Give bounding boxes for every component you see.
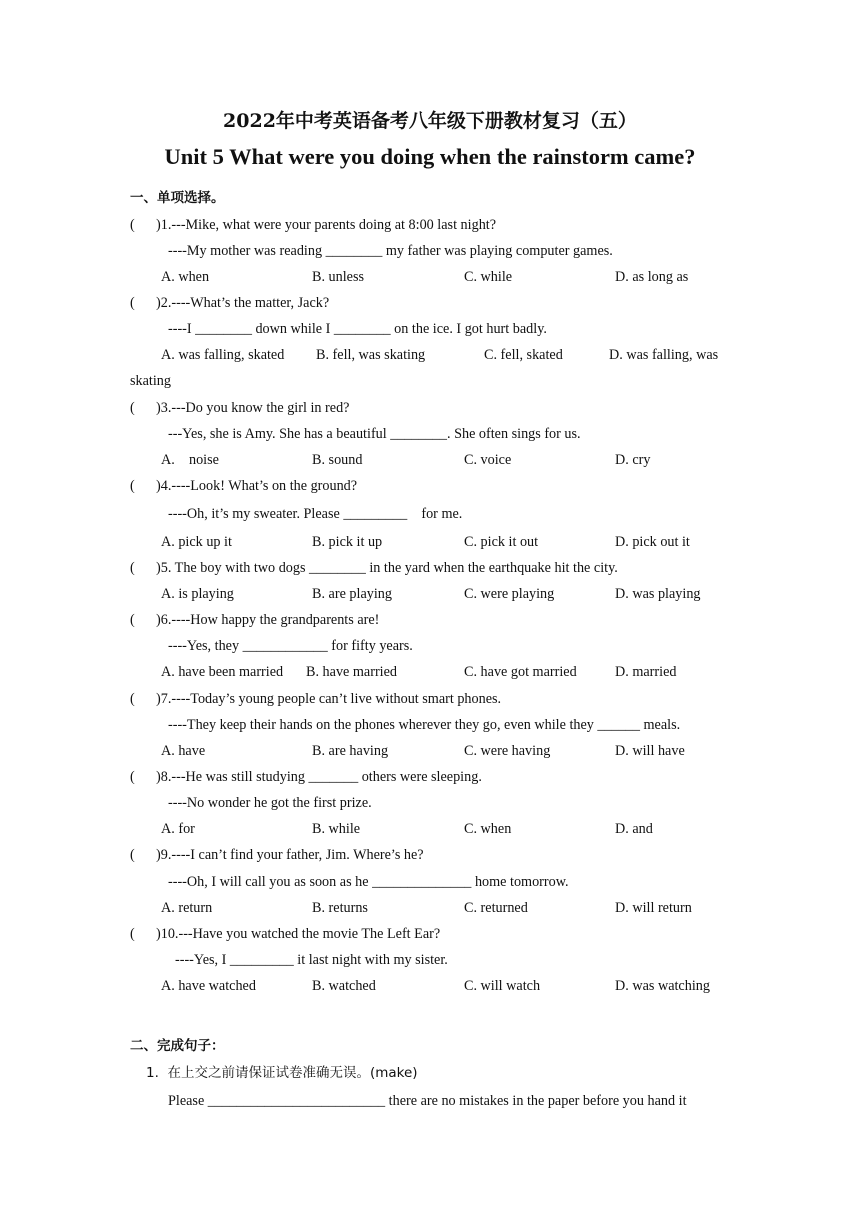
q8-stem: ( )8.---He was still studying _______ others were sleeping.: [130, 769, 482, 785]
q4-stem: ( )4.----Look! What’s on the ground?: [130, 478, 358, 494]
q10-option-b: B. watched: [312, 978, 376, 994]
q9-option-b: B. returns: [312, 900, 368, 916]
q3-option-b: B. sound: [312, 452, 363, 468]
q6-option-b: B. have married: [306, 664, 397, 680]
q10-option-c: C. will watch: [464, 978, 541, 994]
q10-stem: ( )10.---Have you watched the movie The Left Ear?: [130, 926, 441, 942]
q4-option-d: D. pick out it: [615, 534, 690, 550]
q9-option-d: D. will return: [615, 900, 692, 916]
unit-title: Unit 5 What were you doing when the rainstorm came?: [164, 144, 696, 169]
q2-option-b: B. fell, was skating: [316, 347, 426, 363]
q3-stem: ( )3.---Do you know the girl in red?: [130, 400, 350, 416]
q8-option-c: C. when: [464, 821, 512, 837]
section-1-heading: 一、单项选择。: [130, 190, 225, 206]
q10-line: ----Yes, I _________ it last night with my sister.: [175, 952, 448, 968]
q9-stem: ( )9.----I can’t find your father, Jim. Where’s he?: [130, 847, 424, 863]
q3-line: ---Yes, she is Amy. She has a beautiful ________. She often sings for us.: [168, 426, 581, 442]
q5-stem: ( )5. The boy with two dogs ________ in the yard when the earthquake hit the city.: [130, 560, 618, 576]
q6-option-a: A. have been married: [161, 664, 284, 680]
s2-item-1-english: Please _________________________ there are no mistakes in the paper before you hand it: [168, 1093, 687, 1109]
q1-stem: ( )1.---Mike, what were your parents doing at 8:00 last night?: [130, 217, 497, 233]
q8-option-d: D. and: [615, 821, 653, 837]
q6-line: ----Yes, they ____________ for fifty years.: [168, 638, 413, 654]
q3-option-c: C. voice: [464, 452, 512, 468]
q6-option-d: D. married: [615, 664, 677, 680]
q4-option-a: A. pick up it: [161, 534, 232, 550]
q6-stem: ( )6.----How happy the grandparents are!: [130, 612, 380, 628]
q4-option-b: B. pick it up: [312, 534, 383, 550]
q6-option-c: C. have got married: [464, 664, 577, 680]
q7-line: ----They keep their hands on the phones wherever they go, even while they ______ meals.: [168, 717, 681, 733]
q2-option-d: D. was falling, was: [609, 347, 719, 363]
q1-option-a: A. when: [161, 269, 210, 285]
q7-stem: ( )7.----Today’s young people can’t live without smart phones.: [130, 691, 502, 707]
q3-option-a: A. noise: [161, 452, 219, 468]
q1-line: ----My mother was reading ________ my father was playing computer games.: [168, 243, 613, 259]
q2-option-a: A. was falling, skated: [161, 347, 285, 363]
q5-option-b: B. are playing: [312, 586, 392, 602]
q8-option-b: B. while: [312, 821, 361, 837]
q7-option-d: D. will have: [615, 743, 685, 759]
q7-option-b: B. are having: [312, 743, 389, 759]
q5-option-d: D. was playing: [615, 586, 701, 602]
q7-option-a: A. have: [161, 743, 206, 759]
q2-option-wrap: skating: [130, 373, 171, 389]
q10-option-a: A. have watched: [161, 978, 256, 994]
q9-option-a: A. return: [161, 900, 213, 916]
q2-line: ----I ________ down while I ________ on the ice. I got hurt badly.: [168, 321, 547, 337]
q2-stem: ( )2.----What’s the matter, Jack?: [130, 295, 330, 311]
q4-option-c: C. pick it out: [464, 534, 539, 550]
q1-option-c: C. while: [464, 269, 513, 285]
q10-option-d: D. was watching: [615, 978, 710, 994]
s2-item-1-chinese: 1. 在上交之前请保证试卷准确无误。(make): [146, 1065, 418, 1081]
q7-option-c: C. were having: [464, 743, 551, 759]
q9-option-c: C. returned: [464, 900, 528, 916]
q5-option-c: C. were playing: [464, 586, 555, 602]
q8-line: ----No wonder he got the first prize.: [168, 795, 372, 811]
q9-line: ----Oh, I will call you as soon as he ______________ home tomorrow.: [168, 874, 569, 890]
q8-option-a: A. for: [161, 821, 195, 837]
q1-option-b: B. unless: [312, 269, 365, 285]
q5-option-a: A. is playing: [161, 586, 234, 602]
q4-line: ----Oh, it’s my sweater. Please _________ for me.: [168, 506, 463, 522]
q3-option-d: D. cry: [615, 452, 651, 468]
q2-option-c: C. fell, skated: [484, 347, 563, 363]
q1-option-d: D. as long as: [615, 269, 689, 285]
document-title: 2022年中考英语备考八年级下册教材复习（五）: [223, 110, 637, 132]
section-2-heading: 二、完成句子：: [130, 1038, 225, 1054]
